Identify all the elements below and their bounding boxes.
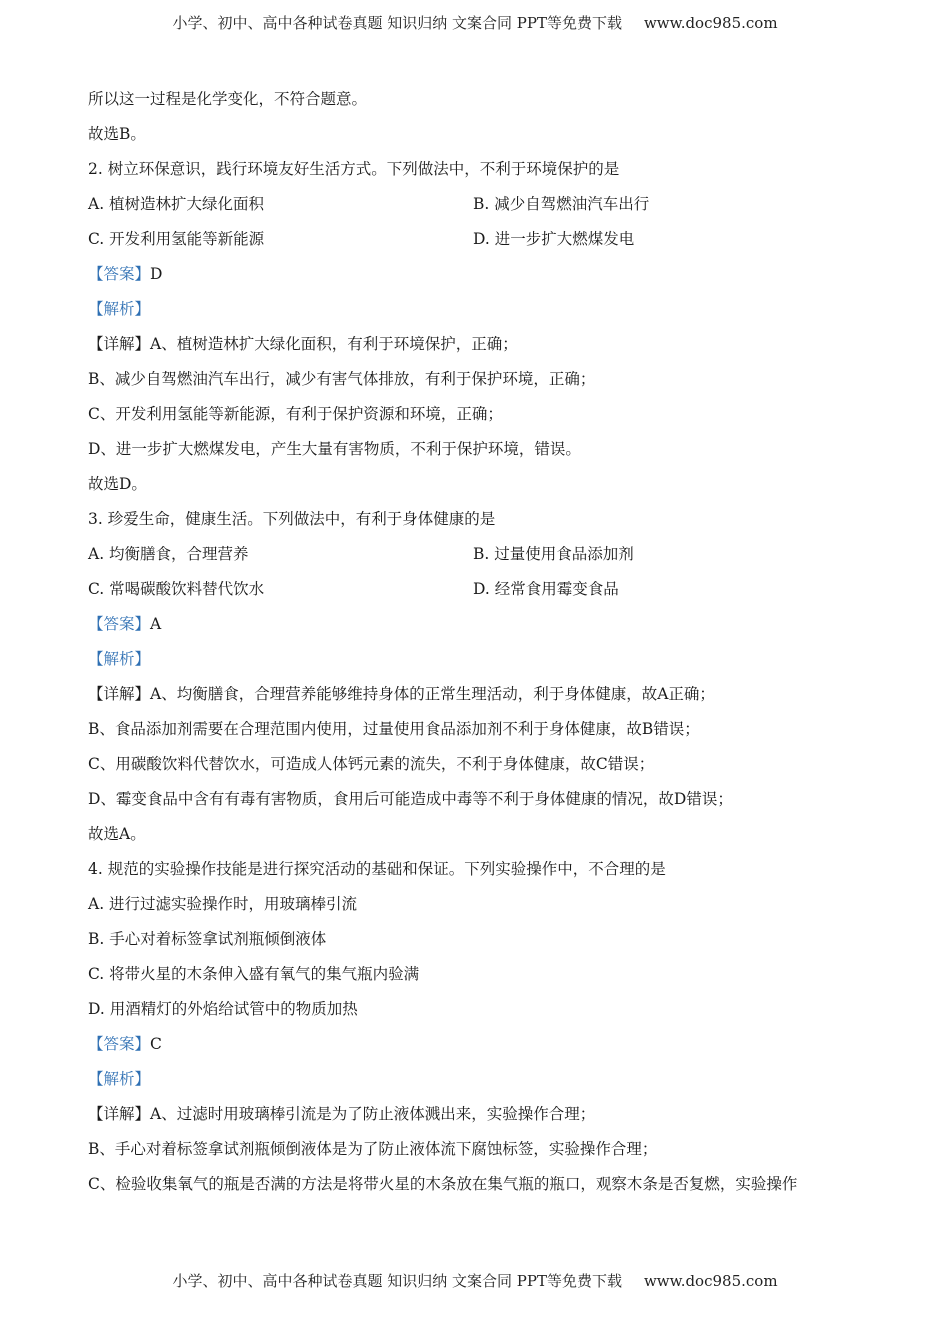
question-4-stem: 4. 规范的实验操作技能是进行探究活动的基础和保证。下列实验操作中，不合理的是 — [88, 860, 666, 878]
option-d: D. 经常食用霉变食品 — [473, 580, 619, 598]
answer-bracket-close: 】 — [134, 615, 151, 633]
detail-line: C、用碳酸饮料代替饮水，可造成人体钙元素的流失，不利于身体健康，故C错误； — [88, 755, 655, 773]
detail-text: A、均衡膳食，合理营养能够维持身体的正常生理活动，利于身体健康，故A正确； — [150, 685, 715, 703]
conclusion-line: 故选D。 — [88, 475, 147, 493]
answer-line — [88, 613, 858, 648]
answer-label: 答案 — [103, 265, 135, 283]
answer-label: 答案 — [103, 615, 135, 633]
detail-line — [88, 333, 858, 368]
detail-line: B、减少自驾燃油汽车出行，减少有害气体排放，有利于保护环境，正确； — [88, 370, 596, 388]
question-3-stem: 3. 珍爱生命，健康生活。下列做法中，有利于身体健康的是 — [88, 510, 496, 528]
option-a: A. 植树造林扩大绿化面积 — [88, 195, 265, 213]
option-a: A. 进行过滤实验操作时，用玻璃棒引流 — [88, 895, 358, 913]
detail-line: B、手心对着标签拿试剂瓶倾倒液体是为了防止液体流下腐蚀标签，实验操作合理； — [88, 1140, 658, 1158]
analysis-label: 【解析】 — [88, 1070, 151, 1088]
detail-label: 【详解】 — [88, 335, 151, 353]
answer-bracket-close: 】 — [134, 1035, 151, 1053]
detail-text: A、过滤时用玻璃棒引流是为了防止液体溅出来，实验操作合理； — [150, 1105, 596, 1123]
answer-bracket-open: 【 — [88, 1035, 104, 1053]
detail-text: A、植树造林扩大绿化面积，有利于环境保护，正确； — [150, 335, 518, 353]
conclusion-line: 故选B。 — [88, 125, 146, 143]
answer-bracket-open: 【 — [88, 615, 104, 633]
question-2-options-row-2 — [88, 228, 858, 263]
option-b: B. 减少自驾燃油汽车出行 — [473, 195, 650, 213]
question-3-options-row-1 — [88, 543, 858, 578]
footer-text: 小学、初中、高中各种试卷真题 知识归纳 文案合同 PPT等免费下载 — [172, 1272, 622, 1290]
header-text: 小学、初中、高中各种试卷真题 知识归纳 文案合同 PPT等免费下载 — [172, 14, 622, 32]
analysis-label: 【解析】 — [88, 650, 151, 668]
answer-line — [88, 1033, 858, 1068]
footer-site-link[interactable]: www.doc985.com — [643, 1272, 778, 1290]
detail-line: D、霉变食品中含有有毒有害物质，食用后可能造成中毒等不利于身体健康的情况，故D错误； — [88, 790, 733, 808]
option-c: C. 开发利用氢能等新能源 — [88, 230, 265, 248]
conclusion-line: 故选A。 — [88, 825, 146, 843]
option-d: D. 进一步扩大燃煤发电 — [473, 230, 635, 248]
option-c: C. 将带火星的木条伸入盛有氧气的集气瓶内验满 — [88, 965, 420, 983]
answer-value: C — [150, 1035, 162, 1053]
body-line: 所以这一过程是化学变化，不符合题意。 — [88, 90, 368, 108]
header-site-link[interactable]: www.doc985.com — [643, 14, 778, 32]
detail-line: C、开发利用氢能等新能源，有利于保护资源和环境，正确； — [88, 405, 503, 423]
detail-line: B、食品添加剂需要在合理范围内使用，过量使用食品添加剂不利于身体健康，故B错误； — [88, 720, 700, 738]
option-d: D. 用酒精灯的外焰给试管中的物质加热 — [88, 1000, 358, 1018]
question-3-options-row-2 — [88, 578, 858, 613]
detail-line — [88, 683, 858, 718]
page-header — [0, 12, 950, 33]
detail-line: C、检验收集氧气的瓶是否满的方法是将带火星的木条放在集气瓶的瓶口，观察木条是否复燃，实验操作 — [88, 1175, 798, 1193]
document-body — [88, 88, 858, 1208]
option-c: C. 常喝碳酸饮料替代饮水 — [88, 580, 265, 598]
option-b: B. 过量使用食品添加剂 — [473, 545, 634, 563]
answer-label: 答案 — [103, 1035, 135, 1053]
answer-bracket-close: 】 — [134, 265, 151, 283]
answer-line — [88, 263, 858, 298]
detail-label: 【详解】 — [88, 1105, 151, 1123]
option-b: B. 手心对着标签拿试剂瓶倾倒液体 — [88, 930, 327, 948]
analysis-label: 【解析】 — [88, 300, 151, 318]
question-2-stem: 2. 树立环保意识，践行环境友好生活方式。下列做法中，不利于环境保护的是 — [88, 160, 620, 178]
detail-label: 【详解】 — [88, 685, 151, 703]
answer-bracket-open: 【 — [88, 265, 104, 283]
detail-line: D、进一步扩大燃煤发电，产生大量有害物质，不利于保护环境，错误。 — [88, 440, 581, 458]
answer-value: D — [150, 265, 163, 283]
option-a: A. 均衡膳食，合理营养 — [88, 545, 249, 563]
question-2-options-row-1 — [88, 193, 858, 228]
answer-value: A — [150, 615, 162, 633]
detail-line — [88, 1103, 858, 1138]
page-footer — [0, 1270, 950, 1291]
